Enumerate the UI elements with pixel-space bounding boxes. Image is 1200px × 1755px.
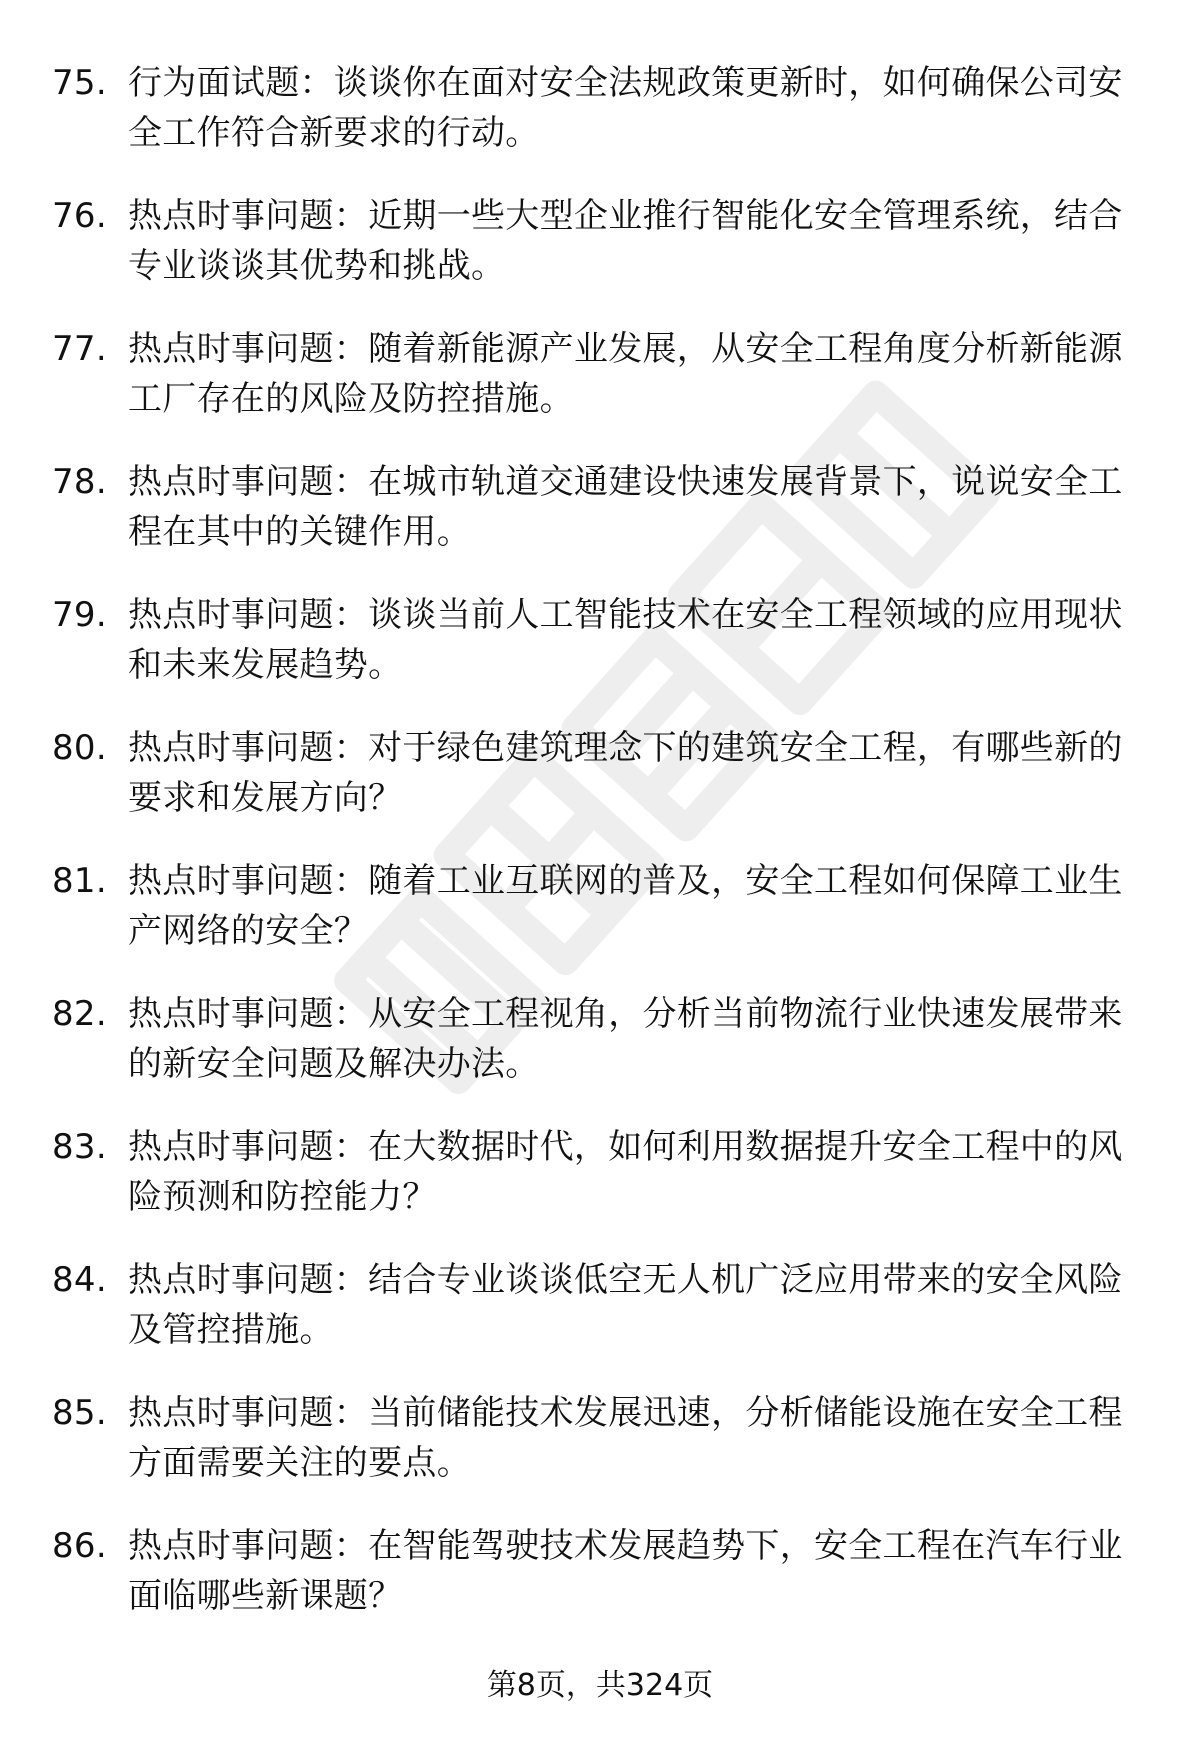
- question-number: 81.: [52, 861, 107, 901]
- question-text: 热点时事问题：结合专业谈谈低空无人机广泛应用带来的安全风险及管控措施。: [128, 1260, 1123, 1350]
- question-number: 79.: [52, 595, 107, 635]
- question-number: 85.: [52, 1393, 107, 1433]
- question-text: 热点时事问题：当前储能技术发展迅速，分析储能设施在安全工程方面需要关注的要点。: [128, 1393, 1123, 1483]
- question-item: [52, 856, 1142, 956]
- question-item: [52, 989, 1142, 1089]
- question-number: 80.: [52, 728, 107, 768]
- question-item: [52, 191, 1142, 291]
- question-text: 热点时事问题：在城市轨道交通建设快速发展背景下，说说安全工程在其中的关键作用。: [128, 462, 1123, 552]
- question-item: [52, 1255, 1142, 1355]
- question-item: [52, 1521, 1142, 1621]
- question-text: 热点时事问题：从安全工程视角，分析当前物流行业快速发展带来的新安全问题及解决办法。: [128, 994, 1123, 1084]
- question-text: 热点时事问题：在智能驾驶技术发展趋势下，安全工程在汽车行业面临哪些新课题？: [128, 1526, 1123, 1616]
- question-item: [52, 1388, 1142, 1488]
- question-number: 83.: [52, 1127, 107, 1167]
- question-number: 82.: [52, 994, 107, 1034]
- question-number: 84.: [52, 1260, 107, 1300]
- question-number: 77.: [52, 329, 107, 369]
- question-number: 78.: [52, 462, 107, 502]
- question-text: 热点时事问题：随着新能源产业发展，从安全工程角度分析新能源工厂存在的风险及防控措施。: [128, 329, 1123, 419]
- question-text: 热点时事问题：近期一些大型企业推行智能化安全管理系统，结合专业谈谈其优势和挑战。: [128, 196, 1123, 286]
- question-number: 75.: [52, 63, 107, 103]
- question-text: 热点时事问题：谈谈当前人工智能技术在安全工程领域的应用现状和未来发展趋势。: [128, 595, 1123, 685]
- page-footer: 第8页，共324页: [486, 1668, 714, 1703]
- question-item: [52, 723, 1142, 823]
- question-text: 热点时事问题：对于绿色建筑理念下的建筑安全工程，有哪些新的要求和发展方向？: [128, 728, 1123, 818]
- question-text: 行为面试题：谈谈你在面对安全法规政策更新时，如何确保公司安全工作符合新要求的行动。: [128, 63, 1123, 153]
- question-number: 86.: [52, 1526, 107, 1566]
- question-item: [52, 1122, 1142, 1222]
- question-item: [52, 324, 1142, 424]
- question-item: [52, 58, 1142, 158]
- question-item: [52, 590, 1142, 690]
- question-list: [52, 58, 1142, 1654]
- question-number: 76.: [52, 196, 107, 236]
- question-text: 热点时事问题：在大数据时代，如何利用数据提升安全工程中的风险预测和防控能力？: [128, 1127, 1123, 1217]
- question-text: 热点时事问题：随着工业互联网的普及，安全工程如何保障工业生产网络的安全？: [128, 861, 1123, 951]
- question-item: [52, 457, 1142, 557]
